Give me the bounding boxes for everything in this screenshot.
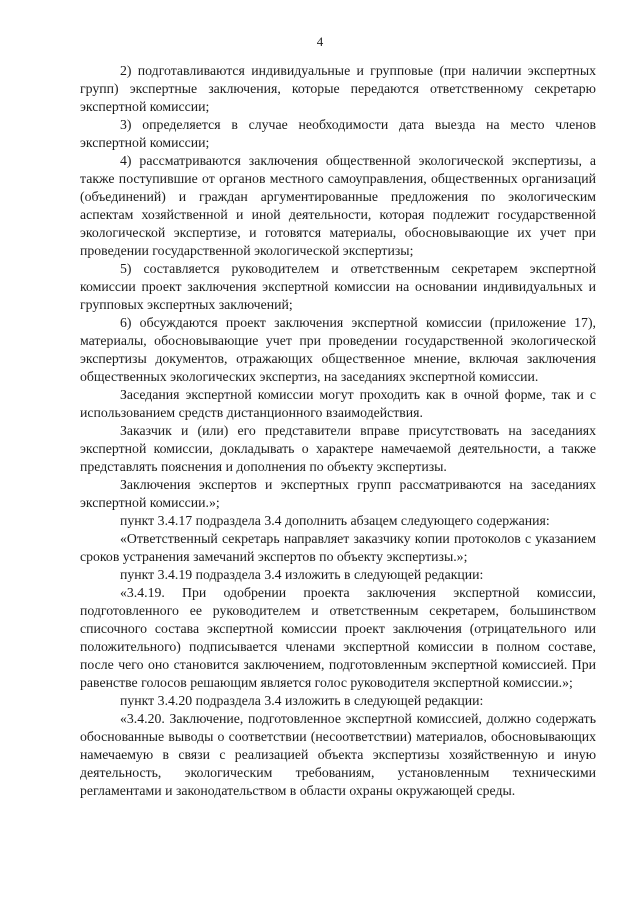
paragraph: 6) обсуждаются проект заключения экспертной комиссии (приложение 17), материалы, обосновывающие учет при проведении государственной экологической экспертизы документов, отражающих общественное мнение, включая заключения общественных экологических экспертиз, на заседаниях экспертной комиссии.: [80, 315, 596, 384]
page-number: 4: [316, 34, 324, 49]
paragraph: 3) определяется в случае необходимости дата выезда на место членов экспертной комиссии;: [80, 117, 596, 150]
paragraph: 5) составляется руководителем и ответственным секретарем экспертной комиссии проект заключения экспертной комиссии на основании индивидуальных и групповых экспертных заключений;: [80, 261, 596, 312]
paragraph: «3.4.20. Заключение, подготовленное экспертной комиссией, должно содержать обоснованные выводы о соответствии (несоответствии) материалов, обосновывающих намечаемую в связи с реализацией объекта экспертизы хозяйственную и иную деятельность, экологическим требованиям, установленным техническими регламентами и законодательством в области охраны окружающей среды.: [80, 711, 596, 798]
paragraph: «3.4.19. При одобрении проекта заключения экспертной комиссии, подготовленного ее руководителем и ответственным секретарем, большинством списочного состава экспертной комиссии проект заключения (отрицательного или положительного) подписывается членами экспертной комиссии в полном составе, после чего оно становится заключением, подготовленным экспертной комиссией. При равенстве голосов решающим является голос руководителя экспертной комиссии.»;: [80, 585, 596, 690]
paragraph: Заключения экспертов и экспертных групп рассматриваются на заседаниях экспертной комиссии.»;: [80, 477, 596, 510]
paragraph: пункт 3.4.17 подраздела 3.4 дополнить абзацем следующего содержания:: [120, 513, 550, 528]
document-body: [80, 62, 596, 800]
paragraph: Заказчик и (или) его представители вправе присутствовать на заседаниях экспертной комиссии, докладывать о характере намечаемой деятельности, а также представлять пояснения и дополнения по объекту экспертизы.: [80, 423, 596, 474]
paragraph: Заседания экспертной комиссии могут проходить как в очной форме, так и с использованием средств дистанционного взаимодействия.: [80, 387, 596, 420]
paragraph: 4) рассматриваются заключения общественной экологической экспертизы, а также поступившие от органов местного самоуправления, общественных организаций (объединений) и граждан аргументированные предложения по экологическим аспектам хозяйственной и иной деятельности, которая подлежит государственной экологической экспертизе, и готовятся материалы, обосновывающие их учет при проведении государственной экологической экспертизы;: [80, 153, 596, 258]
paragraph: пункт 3.4.20 подраздела 3.4 изложить в следующей редакции:: [120, 693, 484, 708]
paragraph: 2) подготавливаются индивидуальные и групповые (при наличии экспертных групп) экспертные заключения, которые передаются ответственному секретарю экспертной комиссии;: [80, 63, 596, 114]
paragraph: пункт 3.4.19 подраздела 3.4 изложить в следующей редакции:: [120, 567, 484, 582]
paragraph: «Ответственный секретарь направляет заказчику копии протоколов с указанием сроков устранения замечаний экспертов по объекту экспертизы.»;: [80, 531, 596, 564]
